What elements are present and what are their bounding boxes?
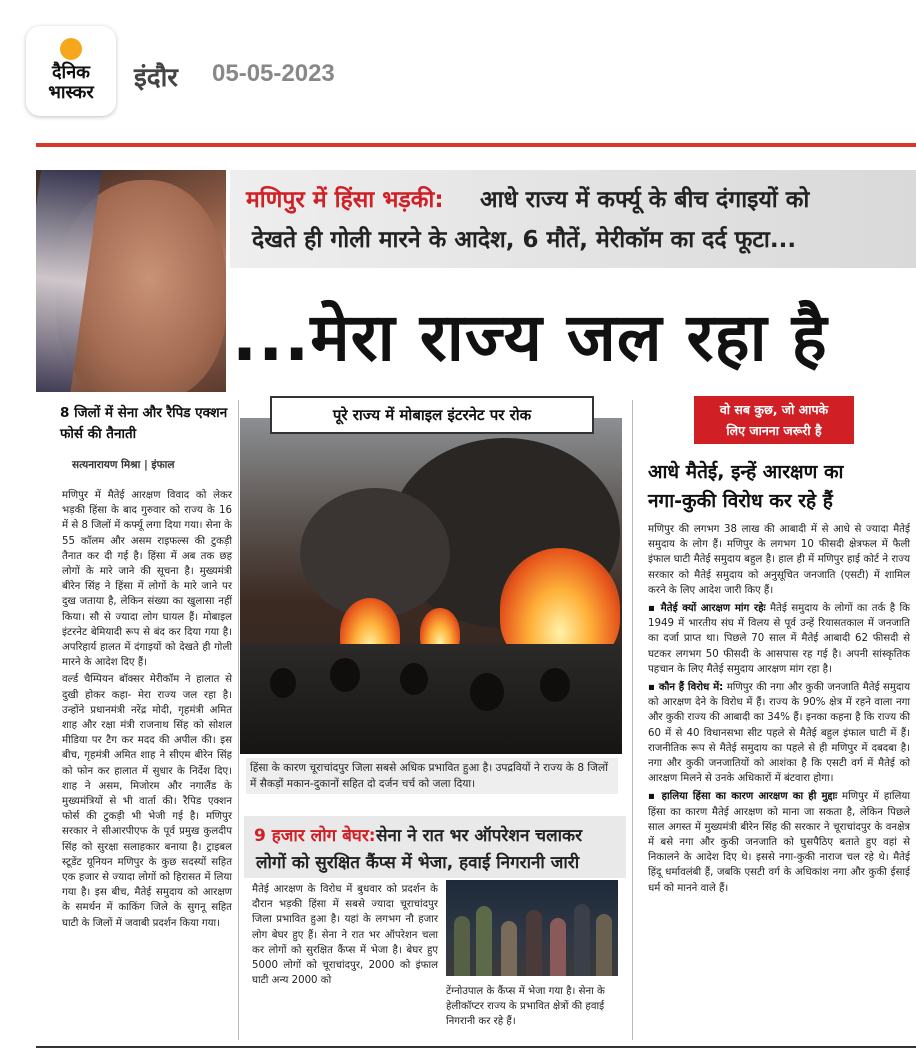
edition-date: 05-05-2023 xyxy=(212,60,335,87)
person-shape xyxy=(574,904,590,976)
person-head xyxy=(400,663,428,695)
right-headline-line1: आधे मैतेई, इन्हें आरक्षण का xyxy=(648,461,844,483)
section-text: मणिपुर की नगा और कुकी जनजाति मैतेई समुदाय को आरक्षण देने के विरोध में हैं। राज्य के 90% क्षेत्र में रहने वाला नगा और कुकी राज्य की आबादी का 34% हैं। इनका कहना है कि राज्य की 60 में से 40 विधानसभा सीट पहले से मैतेई बहुल इंफाल घाटी में हैं। राजनीतिक रूप से मैतेई समुदाय का पहले से ही मणिपुर में दबदबा है। नगा और कुकी जनजातियों को आशंका है कि एसटी वर्ग में मैतेई को आरक्षण मिलने से उनके अधिकारों में बंटवारा होगा। xyxy=(648,682,910,785)
right-section-3 xyxy=(648,789,910,895)
person-shape xyxy=(476,906,492,976)
bottom-divider xyxy=(36,1046,916,1048)
person-shape xyxy=(454,916,470,976)
left-paragraph-2: वर्ल्ड चैम्पियन बॉक्सर मेरीकॉम ने हालात से दुखी होकर कहा- मेरा राज्य जल रहा है। उन्होंने प्रधानमंत्री नरेंद्र मोदी, गृहमंत्री अमित शाह और रक्षा मंत्री राजनाथ सिंह को सोशल मीडिया पर टैग कर मदद की अपील की। इस बीच, गृहमंत्री अमित शाह ने सीएम बीरेन सिंह को फोन कर हालात में सुधार के निर्देश दिए। शाह ने असम, मिजोरम और नगालैंड के मुख्यमंत्रियों से भी वार्ता की। रैपिड एक्शन फोर्स की टुकड़ी भी भेजी गई है। मणिपुर सरकार ने सीआरपीएफ के पूर्व प्रमुख कुलदीप सिंह को सुरक्षा सलाहकार बनाया है। ट्राइबल स्टूडेंट यूनियन मणिपुर के कुछ सदस्यों सहित एक हजार से ज्यादा लोगों को हिरासत में लिया गया है। इस बीच, मैतेई समुदाय को आरक्षण के समर्थन में काकिंग जिले के सुगनू सहित घाटी के जिलों में जवाबी प्रदर्शन किया गया। xyxy=(62,674,232,929)
person-head xyxy=(540,668,570,702)
newspaper-logo xyxy=(26,26,116,116)
section-label: ▪ हालिया हिंसा का कारण आरक्षण का ही मुद्दाः xyxy=(648,791,838,803)
logo-line1: दैनिक xyxy=(51,62,91,83)
headline-line2: देखते ही गोली मारने के आदेश, 6 मौतें, मेरीकॉम का दर्द फूटा... xyxy=(252,227,797,253)
photo-caption: हिंसा के कारण चूराचांदपुर जिला सबसे अधिक प्रभावित हुआ है। उपद्रवियों ने राज्य के 8 जिलों में सैकड़ों मकान-दुकानों सहित दो दर्जन चर्च को जला दिया। xyxy=(246,758,618,794)
section-text: मणिपुर में हालिया हिंसा का कारण मैतेई आरक्षण को माना जा सकता है, लेकिन पिछले साल अगस्त में मुख्यमंत्री बीरेन सिंह की सरकार ने चूराचांदपुर के वनक्षेत्र में बसे नगा और कुकी जनजाति को घुसपैठिए बताते हुए वहां से निकालने के आदेश दिए थे। इससे नगा-कुकी नाराज चल रहे थे। मैतेई हिंदू धर्मावलंबी हैं, जबकि एसटी वर्ग के अधिकांश नगा और कुकी ईसाई धर्म को मानने वाले हैं। xyxy=(648,791,910,894)
second-story-body: मैतेई आरक्षण के विरोध में बुधवार को प्रदर्शन के दौरान भड़की हिंसा में सबसे ज्यादा चूराचांदपुर जिला प्रभावित हुआ है। यहां के लगभग नौ हजार लोग बेघर हुए हैं। सेना ने रात भर ऑपरेशन चला कर लोगों को सुरक्षित कैंप्स में भेजा है। बेघर हुए 5000 लोगों को चूराचांदपुर, 2000 को इंफाल घाटी अन्य 2000 को xyxy=(252,884,438,987)
right-section-2 xyxy=(648,680,910,786)
photo-banner: पूरे राज्य में मोबाइल इंटरनेट पर रोक xyxy=(270,396,594,434)
crowd-silhouette xyxy=(240,644,622,754)
section-label: ▪ मैतेई क्यों आरक्षण मांग रहेः xyxy=(648,603,766,615)
explainer-tag-line1: वो सब कुछ, जो आपके xyxy=(719,402,829,417)
headline-line1: आधे राज्य में कर्फ्यू के बीच दंगाइयों को xyxy=(480,187,810,213)
person-head xyxy=(270,668,296,698)
right-headline-line2: नगा-कुकी विरोध कर रहे हैं xyxy=(648,490,833,512)
second-headline-line2: लोगों को सुरक्षित कैंप्स में भेजा, हवाई निगरानी जारी xyxy=(256,853,580,873)
main-headline: ...मेरा राज्य जल रहा है xyxy=(232,299,828,376)
person-head xyxy=(470,673,504,711)
column-divider-left xyxy=(238,400,239,1040)
fire-photo xyxy=(240,418,622,754)
headline-kicker: मणिपुर में हिंसा भड़की: xyxy=(246,187,444,213)
logo-line2: भास्कर xyxy=(48,82,94,103)
person-head xyxy=(330,658,360,692)
person-shape xyxy=(596,914,612,976)
left-story-body xyxy=(62,488,232,933)
explainer-tag xyxy=(694,396,854,444)
right-section-1 xyxy=(648,601,910,677)
section-label: ▪ कौन हैं विरोध में: xyxy=(648,682,724,694)
camp-caption: टेंग्नोउपाल के कैंप्स में भेजा गया है। सेना के हेलीकॉप्टर राज्य के प्रभावित क्षेत्रों की हवाई निगरानी कर रहे हैं। xyxy=(446,986,605,1028)
explainer-tag-line2: लिए जानना जरूरी है xyxy=(726,423,822,438)
section-text: मैतेई समुदाय के लोगों का तर्क है कि 1949 में भारतीय संघ में विलय से पूर्व उन्हें रियासतकाल में जनजाति का दर्जा प्राप्त था। पिछले 70 साल में मैतेई आबादी 62 फीसदी से घटकर लगभग 50 फीसदी के आसपास रह गई है। अपनी सांस्कृतिक पहचान के लिए मैतेई समुदाय आरक्षण मांग रहा है। xyxy=(648,603,910,675)
marykom-photo xyxy=(36,170,226,392)
left-paragraph-1: मणिपुर में मैतेई आरक्षण विवाद को लेकर भड़की हिंसा के बाद गुरुवार को राज्य के 16 में से 8 जिलों में कर्फ्यू लगा दिया गया। सेना के 55 कॉलम और असम राइफल्स की टुकड़ी तैनात कर दी गई है। हिंसा में अब तक छह लोगों के मारे जाने की सूचना है। मुख्यमंत्री बीरेन सिंह ने हिंसा में लोगों के मारे जाने पर दुख जताया है, लेकिन संख्या का खुलासा नहीं किया। सौ से ज्यादा लोग घायल हैं। मोबाइल इंटरनेट बेमियादी रूप से बंद कर दिया गया है। अपरिहार्य हालत में दंगाइयों को देखते ही गोली मारने के आदेश दिए हैं। xyxy=(62,490,232,669)
person-shape xyxy=(550,918,566,976)
edition-city: इंदौर xyxy=(134,63,178,93)
second-headline-line1: सेना ने रात भर ऑपरेशन चलाकर xyxy=(376,826,583,846)
byline: सत्यनारायण मिश्रा | इंफाल xyxy=(72,459,175,471)
sun-icon xyxy=(60,38,82,60)
camp-photo xyxy=(446,880,618,976)
right-intro: मणिपुर की लगभग 38 लाख की आबादी में से आधे से ज्यादा मैतेई समुदाय के लोग हैं। मणिपुर के लगभग 10 फीसदी क्षेत्रफल में फैली इंफाल घाटी मैतेई समुदाय बहुल है। हाल ही में मणिपुर हाई कोर्ट ने राज्य सरकार को मैतेई समुदाय को अनुसूचित जनजाति (एसटी) में शामिल करने के लिए आदेश जारी किए हैं। xyxy=(648,524,910,596)
left-story-headline: 8 जिलों में सेना और रैपिड एक्शन फोर्स की तैनाती xyxy=(60,405,228,442)
person-shape xyxy=(501,921,517,976)
right-story-body xyxy=(648,522,910,899)
second-headline-kicker: 9 हजार लोग बेघर: xyxy=(254,826,376,846)
person-shape xyxy=(526,910,542,976)
column-divider-right xyxy=(632,400,633,1040)
header-divider xyxy=(36,143,916,147)
right-story-headline xyxy=(648,458,910,516)
